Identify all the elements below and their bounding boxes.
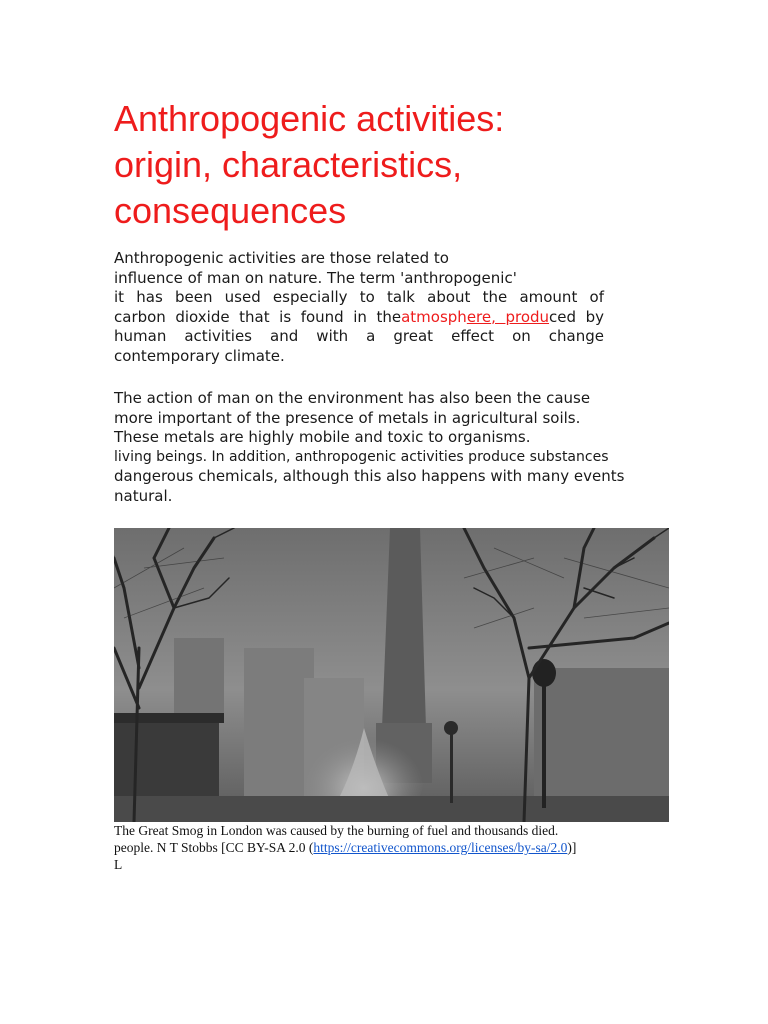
caption-text: people. N T Stobbs [CC BY-SA 2.0 (: [114, 840, 314, 855]
paragraph-line: dangerous chemicals, although this also happens with many events: [114, 467, 625, 485]
paragraph-intro: [114, 249, 604, 366]
caption-line-with-link: [114, 839, 674, 856]
title-line-2: origin, characteristics,: [114, 144, 463, 185]
paragraph-line: human activities and with a great effect on change: [114, 327, 604, 345]
paragraph-line: These metals are highly mobile and toxic to organisms.: [114, 428, 531, 446]
paragraph-metals: [114, 389, 654, 506]
great-smog-photo: [114, 528, 669, 822]
paragraph-line-with-link: [114, 308, 604, 328]
caption-line: L: [114, 857, 123, 872]
link-text-underlined: , produ: [491, 307, 550, 326]
link-text-underlined: ere: [466, 307, 492, 326]
paragraph-line: it has been used especially to talk about the amount of: [114, 288, 604, 306]
paragraph-line: Anthropogenic activities are those related to: [114, 249, 449, 267]
paragraph-line: living beings. In addition, anthropogenic activities produce substances: [114, 448, 609, 465]
caption-text: )]: [567, 840, 577, 855]
title-line-3: consequences: [114, 190, 347, 231]
paragraph-line: contemporary climate.: [114, 346, 285, 365]
paragraph-text: ced by: [549, 307, 604, 326]
photo-caption: [114, 822, 674, 873]
paragraph-line: influence of man on nature. The term 'anthropogenic': [114, 268, 517, 287]
link-text: atmosph: [401, 307, 467, 326]
title-line-1: Anthropogenic activities:: [114, 98, 505, 139]
paragraph-line: The action of man on the environment has also been the cause: [114, 389, 591, 407]
paragraph-line: more important of the presence of metals in agricultural soils.: [114, 408, 581, 427]
caption-line: The Great Smog in London was caused by the burning of fuel and thousands died.: [114, 823, 559, 838]
atmosphere-link[interactable]: [401, 308, 549, 326]
paragraph-line: natural.: [114, 486, 173, 505]
paragraph-text: carbon dioxide that is found in the: [114, 307, 402, 326]
license-link[interactable]: https://creativecommons.org/licenses/by-sa/2.0: [313, 840, 568, 855]
page-title: [114, 96, 674, 234]
